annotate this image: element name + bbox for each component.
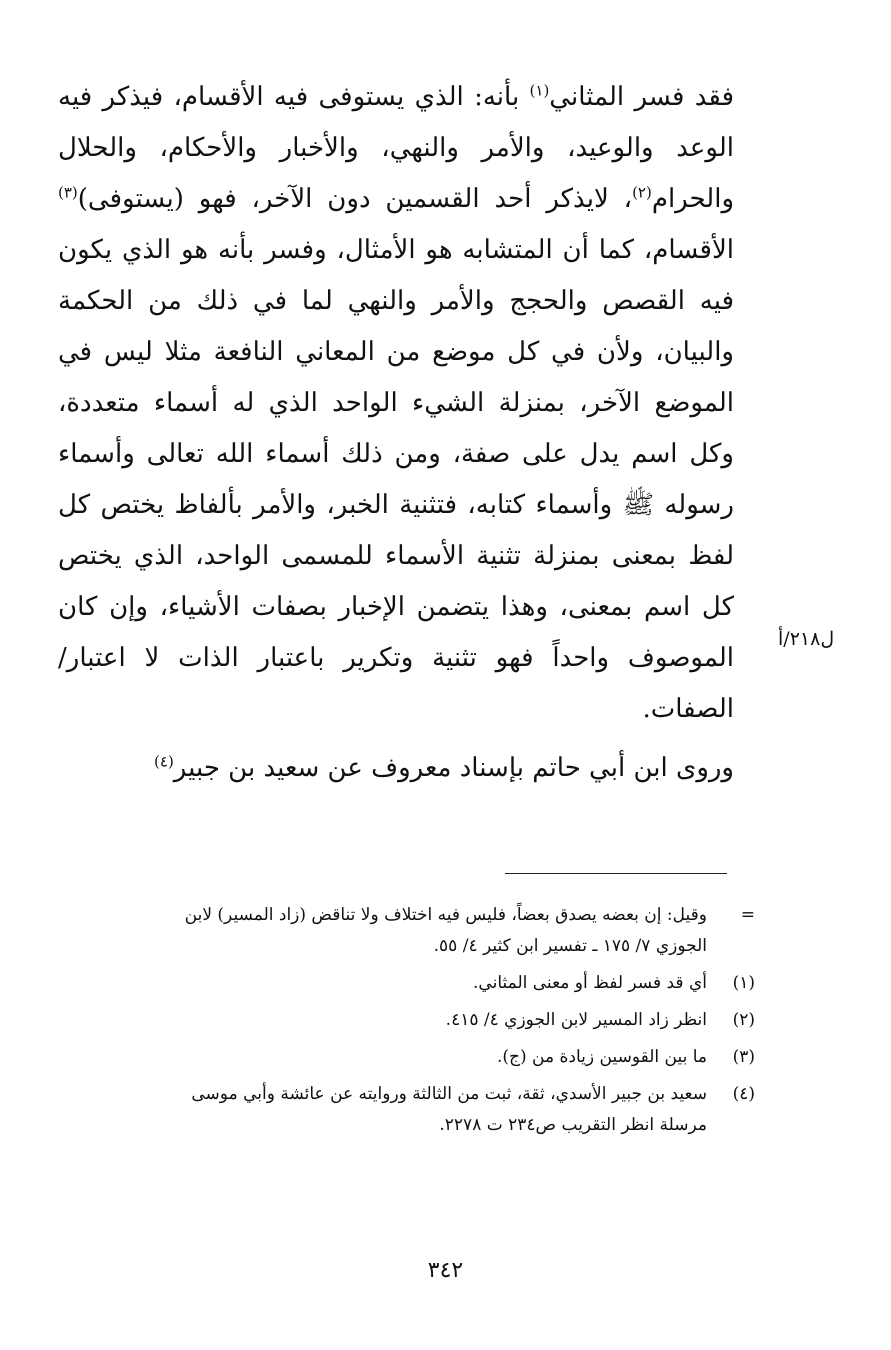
footnote-2 <box>58 1005 755 1036</box>
paragraph-2-line: وروى ابن أبي حاتم بإسناد معروف عن سعيد بن جبير$^{(٤)}$ <box>154 752 734 783</box>
footnote-number: (٢) <box>732 1010 755 1030</box>
footnote-continuation <box>58 900 755 962</box>
text-line: كل اسم بمعنى، وهذا يتضمن الإخبار بصفات الأشياء، وإن كان <box>58 592 734 622</box>
footnote-number: (١) <box>732 973 755 993</box>
footnote-text-line: الجوزي ٧/ ١٧٥ ـ تفسير ابن كثير ٤/ ٥٥. <box>433 936 707 956</box>
manuscript-folio-note: ل٢١٨/أ <box>778 628 835 650</box>
text-line: لفظ بمعنى بمنزلة تثنية الأسماء للمسمى الواحد، الذي يختص <box>58 541 734 571</box>
footnote-text-line: ما بين القوسين زيادة من (ج). <box>497 1047 707 1067</box>
footnote-text-line: مرسلة انظر التقريب ص٢٣٤ ت ٢٢٧٨. <box>439 1115 707 1135</box>
footnote-ref[interactable]: (٤) <box>154 752 174 771</box>
footnote-ref[interactable]: (٢) <box>632 183 652 202</box>
text-line: الصفات. <box>642 694 734 724</box>
footnote-text-line: سعيد بن جبير الأسدي، ثقة، ثبت من الثالثة وروايته عن عائشة وأبي موسى <box>191 1084 707 1104</box>
footnote-number: (٤) <box>732 1084 755 1104</box>
text-line: الأقسام، كما أن المتشابه هو الأمثال، وفسر بأنه هو الذي يكون <box>58 235 734 265</box>
footnote-text-line: أي قد فسر لفظ أو معنى المثاني. <box>473 973 707 993</box>
text-line: فيه القصص والحجج والأمر والنهي لما في ذلك من الحكمة <box>58 286 734 316</box>
text-line: الوعد والوعيد، والأمر والنهي، والأخبار والأحكام، والحلال <box>58 133 734 163</box>
text-line: وكل اسم يدل على صفة، ومن ذلك أسماء الله تعالى وأسماء <box>58 439 734 469</box>
page-number: ٣٤٢ <box>427 1258 464 1283</box>
footnote-number: (٣) <box>732 1047 755 1067</box>
text-line: الموضع الآخر، بمنزلة الشيء الواحد الذي له أسماء متعددة، <box>58 388 734 418</box>
footnote-1 <box>58 968 755 999</box>
text-line: الموصوف واحداً فهو تثنية وتكرير باعتبار الذات لا اعتبار/ <box>58 643 734 673</box>
footnotes-section <box>58 900 755 1141</box>
text-line: رسوله ﷺ وأسماء كتابه، فتثنية الخبر، والأمر بألفاظ يختص كل <box>58 490 734 520</box>
main-text-body <box>58 72 734 794</box>
footnote-number: = <box>740 905 755 925</box>
text-line: والبيان، ولأن في كل موضع من المعاني النافعة مثلا ليس في <box>58 337 734 367</box>
footnote-ref[interactable]: (٣) <box>58 183 78 202</box>
footnote-text-line: وقيل: إن بعضه يصدق بعضاً، فليس فيه اختلاف ولا تناقض (زاد المسير) لابن <box>184 905 707 925</box>
footnote-ref[interactable]: (١) <box>529 81 550 100</box>
footnote-separator <box>505 873 727 874</box>
text-line: فقد فسر المثاني$^{(١)}$ بأنه: الذي يستوفى فيه الأقسام، فيذكر فيه <box>58 81 735 112</box>
footnote-text-line: انظر زاد المسير لابن الجوزي ٤/ ٤١٥. <box>445 1010 707 1030</box>
text-line: والحرام$^{(٢)}$، لايذكر أحد القسمين دون الآخر، فهو (يستوفى)$^{(٣)}$ <box>58 183 734 214</box>
footnote-3 <box>58 1042 755 1073</box>
footnote-4 <box>58 1079 755 1141</box>
